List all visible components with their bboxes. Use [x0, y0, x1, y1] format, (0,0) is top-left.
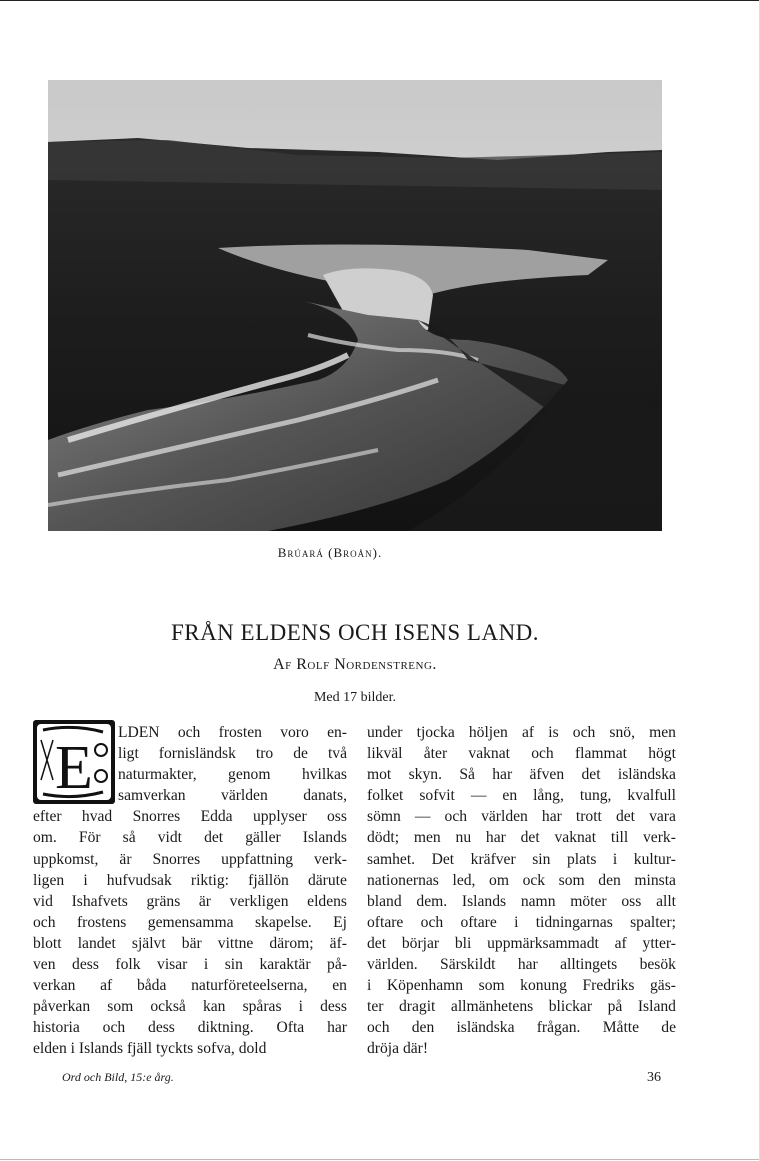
article-byline: Af Rolf Nordenstreng.: [273, 656, 437, 673]
text-line: under tjocka höljen af is och snö, men: [367, 724, 676, 741]
text-line: efter hvad Snorres Edda upplyser oss: [33, 808, 347, 826]
text-line: och den isländska frågan. Måtte de: [367, 1019, 676, 1037]
waterfall-photograph: [48, 80, 662, 531]
left-text-column: [33, 722, 347, 1060]
text-line: LDEN och frosten voro en-: [118, 724, 347, 741]
text-line: mot skyn. Så har äfven det isländska: [367, 766, 676, 784]
text-line: blott landet självt bär vittne därom; äf-: [33, 934, 347, 952]
text-line: samverkan världen danats,: [118, 787, 347, 805]
text-line: det börjar bli uppmärksammadt af ytter-: [367, 934, 676, 952]
page-top-edge: [0, 0, 760, 1]
page-bottom-edge: [0, 1159, 760, 1160]
page-number: 36: [647, 1070, 661, 1085]
text-line: påverkan som också kan spåras i dess: [33, 998, 347, 1016]
text-line: elden i Islands fjäll tyckts sofva, dold: [33, 1040, 267, 1058]
text-line: likväl åter vaknat och flammat högt: [367, 745, 676, 763]
text-line: ter dragit allmänhetens blickar på Island: [367, 998, 676, 1016]
text-line: uppkomst, är Snorres uppfattning verk-: [33, 850, 347, 868]
text-line: i Köpenhamn som konung Fredriks gäs-: [367, 977, 676, 995]
text-line: och frostens gemensamma skapelse. Ej: [33, 913, 347, 931]
text-line: historia och dess diktning. Ofta har: [33, 1019, 347, 1037]
text-line: bland dem. Islands namn möter oss allt: [367, 892, 676, 910]
text-line: samhet. Det kräfver sin plats i kultur-: [367, 850, 676, 868]
photo-caption: Brúará (Broån).: [277, 545, 383, 560]
text-line: om. För så vidt det gäller Islands: [33, 829, 347, 847]
text-line: sömn — och världen har trott det vara: [367, 808, 676, 826]
text-line: nationernas led, om ock som den minsta: [367, 871, 676, 889]
text-line: vid Ishafvets gräns är verkligen eldens: [33, 892, 347, 910]
article-subtitle: Med 17 bilder.: [313, 690, 397, 705]
text-line: verkan af båda naturföreteelserna, en: [33, 977, 347, 995]
text-line: ligt fornisländsk tro de två: [118, 745, 347, 763]
right-text-column: [367, 722, 676, 1060]
text-line: världen. Särskildt har alltingets besök: [367, 956, 676, 974]
text-line: naturmakter, genom hvilkas: [118, 766, 347, 784]
text-line: ligen i hufvudsak riktig: fjällön därute: [33, 871, 347, 889]
text-line: folket sofvit — en lång, tung, kvalfull: [367, 787, 676, 805]
svg-text:E: E: [55, 734, 93, 802]
text-line: dödt; men nu har det vaknat till verk-: [367, 829, 676, 847]
text-line: ven dess folk visar i sin karaktär på-: [33, 956, 347, 974]
text-line: oftare och oftare i tidningarnas spalter;: [367, 913, 676, 931]
journal-footer: Ord och Bild, 15:e årg.: [62, 1070, 174, 1084]
article-title: FRÅN ELDENS OCH ISENS LAND.: [170, 620, 540, 645]
text-line: dröja där!: [367, 1040, 429, 1058]
